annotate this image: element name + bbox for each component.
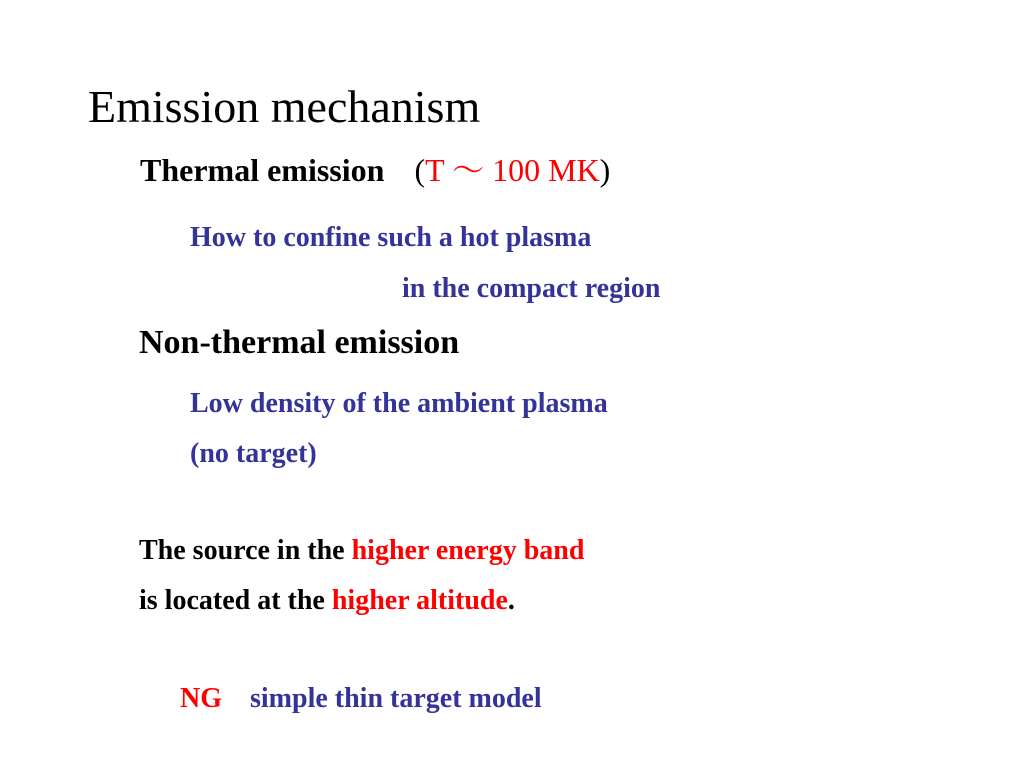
slide-title: Emission mechanism xyxy=(88,81,481,132)
thermal-emission-label: Thermal emission xyxy=(140,152,385,188)
nonthermal-note-line1: Low density of the ambient plasma xyxy=(190,388,608,419)
thermal-emission-heading xyxy=(140,154,610,186)
thermal-note-line2: in the compact region xyxy=(402,273,661,304)
paren-close: ) xyxy=(599,152,611,188)
source-line2-suffix: . xyxy=(507,585,515,616)
thermal-note-line1: How to confine such a hot plasma xyxy=(190,222,592,253)
higher-altitude-highlight: higher altitude xyxy=(331,585,508,616)
higher-energy-band-highlight: higher energy band xyxy=(351,535,585,566)
paren-open: ( xyxy=(414,152,426,188)
ng-label: NG xyxy=(180,683,222,714)
temperature-value: T ～ 100 MK xyxy=(425,152,600,188)
source-statement-line1 xyxy=(139,537,584,565)
source-line2-prefix: is located at the xyxy=(139,585,332,616)
model-text: simple thin target model xyxy=(250,683,542,714)
source-statement-line2 xyxy=(139,587,515,615)
nonthermal-note-line2: (no target) xyxy=(190,438,317,469)
conclusion-line xyxy=(180,685,542,713)
source-line1-prefix: The source in the xyxy=(139,535,352,566)
nonthermal-emission-heading: Non-thermal emission xyxy=(139,324,460,361)
